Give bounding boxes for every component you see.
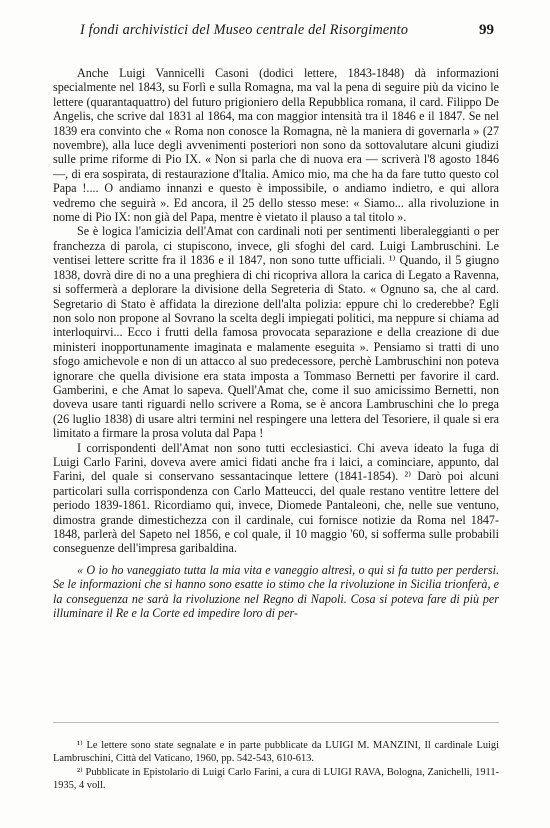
running-title: I fondi archivistici del Museo centrale del Risorgimento — [80, 22, 409, 38]
page-number: 99 — [479, 22, 494, 38]
body-text — [53, 66, 499, 620]
footnote: ²⁾ Pubblicate in Epistolario di Luigi Carlo Farini, a cura di LUIGI RAVA, Bologna, Zanichelli, 1911-1935, 4 voll. — [53, 766, 499, 791]
paragraph: Se è logica l'amicizia dell'Amat con cardinali noti per sentimenti liberaleggianti o per franchezza di parola, ci stupiscono, invece, gli sfoghi del card. Luigi Lambruschini. Le ventisei lettere scritte fra il 1836 e il 1847, non sono tutte ufficiali. ¹⁾ Quando, il 5 giugno 1838, dovrà dire di no a una preghiera di chi ricopriva allora la carica di Legato a Ravenna, si soffermerà a deplorare la divisione della Segreteria di Stato. « Ognuno sa, che al card. Segretario di Stato è affidata la direzione dell'alta polizia: eppure chi lo crederebbe? Egli non solo non propone al Sovrano la scelta degli impiegati politici, ma neppure si chiama ad interloquirvi... Ecco i frutti della famosa provocata separazione e della creazione di due ministeri inopportunamente imaginata e malamente eseguita ». Pensiamo si tratti di uno sfogo amichevole e non di un attacco al suo predecessore, perchè Lambruschini non poteva ignorare che quella divisione era stata imposta a Tommaso Bernetti per favorire il card. Gamberini, e che Amat lo sapeva. Quell'Amat che, come il suo amicissimo Bernetti, non doveva usare tanti riguardi nello scrivere a Roma, se è ancora Lambruschini che lo prega (26 luglio 1838) di usare altri termini nel respingere una lettera del Tesoriere, il quale si era limitato a firmare la prosa voluta dal Papa ! — [53, 224, 499, 441]
footnote-divider — [53, 722, 499, 723]
paragraph: I corrispondenti dell'Amat non sono tutti ecclesiastici. Chi aveva ideato la fuga di Luigi Carlo Farini, doveva avere amici fidati anche fra i laici, a cominciare, appunto, dal Farini, del quale si conservano sessantacinque lettere (1841-1854). ²⁾ Darò poi alcuni particolari sulla corrispondenza con Carlo Matteucci, del quale restano ventitre lettere del periodo 1839-1861. Ricordiamo qui, invece, Diomede Pantaleoni, che, nelle sue ventuno, dimostra grande dimestichezza con il cardinale, cui fornisce notizie da Roma nel 1847-1848, parlerà del Sapeto nel 1856, e col quale, il 10 maggio '60, si soffermа sulle probabili conseguenze dell'impresa garibaldina. — [53, 440, 499, 556]
paragraph: Anche Luigi Vannicelli Casoni (dodici lettere, 1843-1848) dà informazioni specialmente nel 1843, su Forlì e sulla Romagna, ma val la pena di seguire più da vicino le lettere (quarantaquattro) del futuro prigioniero della Repubblica romana, il card. Filippo De Angelis, che scrive dal 1831 al 1864, ma con maggior intensità tra il 1846 e il 1847. Se nel 1839 era convinto che « Roma non conosce la Romagna, nè la maniera di governarla » (27 novembre), alla luce degli avvenimenti posteriori non sono da sottovalutare alcuni giudizi sulle prime riforme di Pio IX. « Non si parla che di nuova era — scriverà l'8 agosto 1846 —, di era sospirata, di restaurazione d'Italia. Amico mio, ma che ha da fare tutto questo col Papa !.... O andiamo innanzi e questo è impossibile, o andiamo indietro, e qui allora vedremo che seguirà ». Ed ancora, il 25 dello stesso mese: « Siamo... alla rivoluzione in nome di Pio IX: non già del Papa, mentre è vietato il plauso a tal titolo ». — [53, 66, 499, 225]
footnotes — [53, 740, 499, 794]
page-header — [80, 22, 494, 39]
block-quote: « O io ho vaneggiato tutta la mia vita e vaneggio altresì, o qui si fa tutto per perdersi. Se le informazioni che si hanno sono esatte io stimo che la rivoluzione in Sicilia trionferà, e la conseguenza ne sarà la rivoluzione nel Regno di Napoli. Cosa si poteva fare di più per illuminare il Re e la Corte ed impedire loro di per- — [53, 562, 499, 621]
footnote: ¹⁾ Le lettere sono state segnalate e in parte pubblicate da LUIGI M. MANZINI, Il cardinale Luigi Lambruschini, Città del Vaticano, 1960, pp. 542-543, 610-613. — [53, 740, 499, 764]
